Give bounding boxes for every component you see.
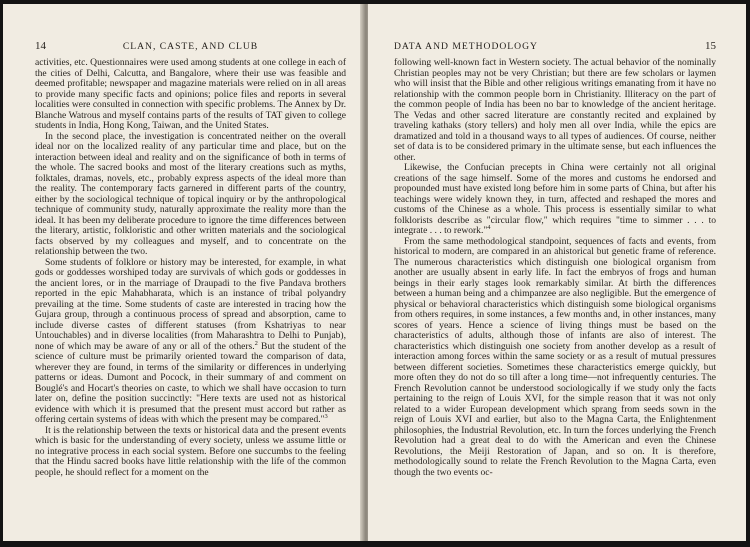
footnote-mark: 3 <box>324 412 328 420</box>
paragraph: From the same methodological standpoint, sequences of facts and events, from historical to modern, are compared in an ahistorical but genetic frame of reference. The numerous characteristics which distinguish one biological organism from another are usually absent in early life. In fact the embryos of frogs and human beings in their early stages look remarkably similar. At birth the differences between a human being and a chimpanzee are also negligible. But the emergence of physical or behavioral characteristics which distinguish some biological organisms from others requires, in some instances, a few months and, in other instances, many scores of years. Hence a science of living things must be based on the characteristics of adults, although those of infants are also of interest. The characteristics which distinguish one society from another develop as a result of interaction among forces within the same society or as a result of mutual pressures between different societies. Sometimes these characteristics emerge quickly, but more often they do not do so till after a long time—not infrequently centuries. The French Revolution cannot be understood sociologically if we study only the facts pertaining to the reign of Louis XVI, for the simple reason that it was not only related to a wider European development which sprang from seeds sown in the reign of Louis XVI and earlier, but also to the Magna Carta, the Enlightenment philosophies, the Industrial Revolution, etc. In turn the forces underlying the French Revolution had a great deal to do with the American and even the Chinese Revolutions, the Meiji Restoration of Japan, and so on. It is therefore, methodologically sound to relate the French Revolution to the Magna Carta, even though the two events oc- <box>394 235 716 478</box>
paragraph-text: Likewise, the Confucian precepts in China were certainly not all original creations of the sage himself. Some of the mores and customs he endorsed and propounded must have existed long before him in some parts of China, but after his teachings were widely known they, in turn, affected and reshaped the mores and customs of the Chinese as a whole. This process is essentially similar to what folklorists describe as "circular flow," which requires "time to simmer . . . to integrate . . . to rework." <box>394 162 716 236</box>
paragraph-text: Some students of folklore or history may be interested, for example, in what gods or goddesses worshiped today are survivals of which gods or goddesses in the ancient lores, or in the marriage of Draupadi to the five Pandava brothers reported in the epic Mahabharata, which is an instance of tribal polyandry prevailing at the time. Some students of caste are interested in tracing how the Gujara group, through a continuous process of spread and absorption, came to include diverse castes of different statuses (from Kshatriyas to near Untouchables) and in diverse localities (from Maharashtra to Delhi to Punjab), none of which may be aware of any or all of the others. <box>35 256 346 352</box>
running-head: CLAN, CASTE, AND CLUB <box>122 41 259 52</box>
left-page-header <box>35 40 346 52</box>
running-head: DATA AND METHODOLOGY <box>394 41 538 52</box>
paragraph <box>35 258 346 426</box>
paragraph: activities, etc. Questionnaires were used among students at one college in each of the cities of Delhi, Calcutta, and Bangalore, where their use was feasible and deemed profitable; newspaper and magazine materials were relied on in all areas to provide many specific facts and opinions; police files and reports in several localities were consulted in connection with specific problems. The Annex by Dr. Blanche Watrous and myself contains parts of the results of TAT given to college students in India, Hong Kong, Taiwan, and the United States. <box>35 57 346 131</box>
page-number: 15 <box>705 40 716 52</box>
paragraph: In the second place, the investigation is concentrated neither on the overall ideal nor on the localized reality of any particular time and place, but on the interaction between ideal and reality and on the significance of both in terms of the whole. The sacred books and most of the literary creations such as myths, folktales, dramas, novels, etc., probably express aspects of the ideal more than the reality. The contemporary facts garnered in different parts of the country, either by the sociological technique of topical inquiry or by the anthropological technique of community study, naturally approximate the reality more than the ideal. It has been my deliberate procedure to ignore the time differences between the literary, artistic, folkloristic and other written materials and the sociological facts observed by my colleagues and myself, and to concentrate on the relationship between the two. <box>35 130 346 257</box>
paragraph: following well-known fact in Western society. The actual behavior of the nominally Christian peoples may not be very Christian; but there are few scholars or laymen who will insist that the Bible and other religious writings emanating from it have no relationship with the common people born in Christianity. Illiteracy on the part of the common people of India has been no bar to knowledge of the ancient heritage. The Vedas and other sacred literature are constantly recited and explained by traveling kathaks (story tellers) and holy men all over India, while the epics are dramatized and told in a thousand ways to all types of audiences. Of course, neither set of data is to be considered primary in the ultimate sense, but each influences the other. <box>394 57 716 163</box>
footnote-mark: 4 <box>487 223 491 231</box>
page-number: 14 <box>35 40 46 52</box>
left-page <box>3 4 363 541</box>
right-page-body <box>394 58 716 478</box>
right-page-header <box>394 40 716 52</box>
paragraph <box>394 163 716 237</box>
right-page <box>368 4 746 541</box>
paragraph: It is the relationship between the texts or historical data and the present events which is basic for the understanding of every society, unless we assume little or no integrative process in each social system. Before one succumbs to the feeling that the Hindu sacred books have little relationship with the life of the common people, he should reflect for a moment on the <box>35 424 346 478</box>
paragraph-text: But the student of the science of culture must be primarily oriented toward the comparison of data, wherever they are found, in terms of the similarity or differences in underlying patterns or ideas. Dumont and Pocock, in their summary of and comment on Bouglé's and Hocart's theories on caste, to which we shall have occasion to turn later on, define the position succinctly: "Here texts are used not as historical evidence with which it is presumed that the present must accord but rather as offering certain systems of ideas with which the present may be compared." <box>35 340 346 425</box>
footnote-mark: 2 <box>254 339 258 347</box>
left-page-body <box>35 58 346 478</box>
